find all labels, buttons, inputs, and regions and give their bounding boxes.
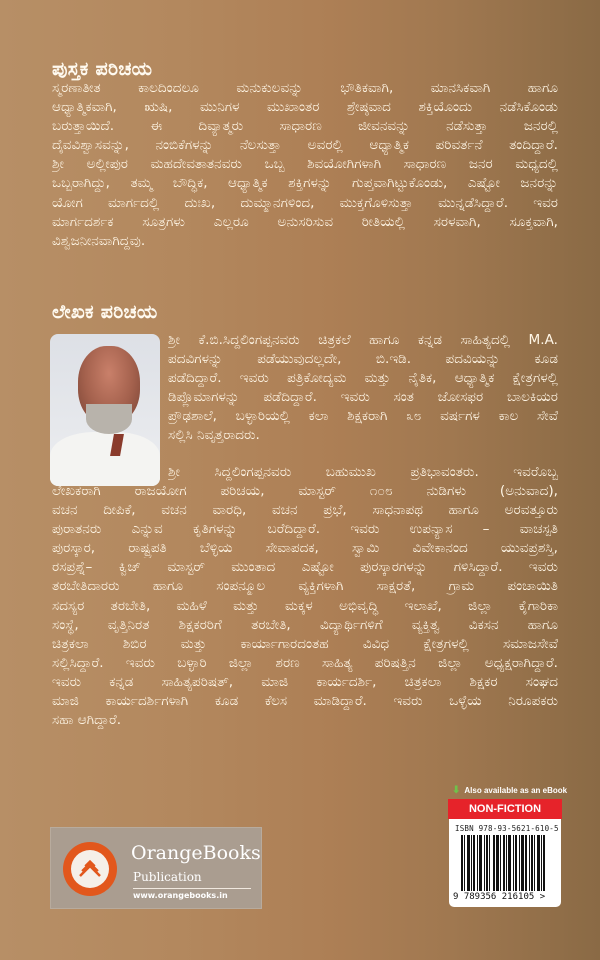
- photo-shirt: [50, 432, 160, 486]
- ebook-availability-note: [452, 785, 567, 796]
- publisher-subtitle: Publication: [133, 870, 202, 884]
- photo-beard: [86, 404, 132, 434]
- book-intro-paragraph: [52, 79, 558, 251]
- text-line: ಪದವಿಗಳನ್ನು ಪಡೆಯುವುದಲ್ಲದೇ, ಬಿ.ಇಡಿ. ಪದವಿಯನ್ನು ಕೂಡ: [168, 351, 558, 368]
- text-line: ಸದಸ್ಯರ ತರಬೇತಿ, ಮಹಿಳೆ ಮತ್ತು ಮಕ್ಕಳ ಅಭಿವೃದ್ಧಿ ಇಲಾಖೆ, ಜಿಲ್ಲಾ ಕೈಗಾರಿಕಾ: [52, 597, 558, 614]
- publisher-url: www.orangebooks.in: [133, 891, 228, 900]
- text-line: ಪ್ರೌಢಶಾಲೆ, ಬಳ್ಳಾರಿಯಲ್ಲಿ ಕಲಾ ಶಿಕ್ಷಕರಾಗಿ ೩೮ ವರ್ಷಗಳ ಕಾಲ ಸೇವೆ: [168, 408, 558, 425]
- text-line: ಶ್ರೀ ಸಿದ್ದಲಿಂಗಪ್ಪನವರು ಬಹುಮುಖ ಪ್ರತಿಭಾವಂತರು. ಇವರೊಬ್ಬ: [168, 464, 558, 480]
- text-line: ಮಾಜಿ ಕಾರ್ಯದರ್ಶಿಗಳಾಗಿ ಕೂಡ ಕೆಲಸ ಮಾಡಿದ್ದಾರೆ. ಇವರು ಒಳ್ಳೆಯ ನಿರೂಪಕರು: [52, 693, 558, 710]
- text-line: ಬರುತ್ತಾಯಿದೆ. ಈ ದಿವ್ಯಾತ್ಮರು ಸಾಧಾರಣ ಜೀವನವನ್ನು ನಡೆಸುತ್ತಾ ಜನರಲ್ಲಿ: [52, 118, 558, 135]
- text-line: ಯೋಗ ಮಾರ್ಗದಲ್ಲಿ ದುಃಖ, ದುಮ್ಮಾನಗಳಿಂದ, ಮುಕ್ತಗೊಳಿಸುತ್ತಾ ಮುನ್ನಡೆಸಿದ್ದಾರೆ. ಇವರ: [52, 194, 558, 211]
- text-line: ಶ್ರೀ ಕೆ.ಬಿ.ಸಿದ್ದಲಿಂಗಪ್ಪನವರು ಚಿತ್ರಕಲೆ ಹಾಗೂ ಕನ್ನಡ ಸಾಹಿತ್ಯದಲ್ಲಿ M.A.: [168, 332, 558, 348]
- open-book-icon: [63, 842, 117, 896]
- text-line: ಸಹಾ ಆಗಿದ್ದಾರೆ.: [52, 712, 122, 729]
- text-line: ಒಬ್ಬರಾಗಿದ್ದು, ತಮ್ಮ ಬೌದ್ಧಿಕ, ಆಧ್ಯಾತ್ಮಿಕ ಶಕ್ತಿಗಳನ್ನು ಗುಪ್ತವಾಗಿಟ್ಟುಕೊಂಡು, ಎಷ್ಟೋ ಜನರನ್ನು: [52, 175, 558, 192]
- author-photo: [50, 334, 160, 486]
- genre-badge: NON-FICTION: [448, 799, 562, 819]
- text-line: ಸಲ್ಲಿಸಿ ನಿವೃತ್ತರಾದರು.: [168, 427, 260, 444]
- text-line: ಆಧ್ಯಾತ್ಮಿಕವಾಗಿ, ಋಷಿ, ಮುನಿಗಳ ಮುಖಾಂತರ ಶ್ರೇಷ್ಠವಾದ ಶಕ್ತಿಯೊಂದು ನಡೆಸಿಕೊಂಡು: [52, 99, 558, 116]
- text-line: ಪುರಾತನರು ಎನ್ನುವ ಕೃತಿಗಳನ್ನು ಬರೆದಿದ್ದಾರೆ. ಇವರು ಉಪನ್ಯಾಸ – ವಾಚಸ್ಪತಿ: [52, 521, 558, 538]
- publisher-name: OrangeBooks: [131, 842, 261, 864]
- text-line: ಚಿತ್ರಕಲಾ ಶಿಬಿರ ಮತ್ತು ಕಾರ್ಯಾಗಾರದಂತಹ ವಿವಿಧ ಕ್ಷೇತ್ರಗಳಲ್ಲಿ ಸಮಾಜಸೇವೆ: [52, 635, 558, 652]
- publisher-logo-block: [50, 827, 262, 909]
- book-intro-heading: ಪುಸ್ತಕ ಪರಿಚಯ: [52, 58, 153, 80]
- text-line: ಪುರಸ್ಕಾರ, ರಾಷ್ಟ್ರಪತಿ ಬೆಳ್ಳಿಯ ಸೇವಾಪದಕ, ಸ್ವಾಮಿ ವಿವೇಕಾನಂದ ಯುವಪ್ರಶಸ್ತಿ,: [52, 540, 558, 557]
- author-intro-heading: ಲೇಖಕ ಪರಿಚಯ: [52, 301, 158, 323]
- author-side-paragraph: [168, 331, 558, 446]
- ebook-note-text: Also available as an eBook: [464, 786, 568, 795]
- publisher-divider: [133, 888, 251, 889]
- isbn-barcode: [449, 819, 561, 907]
- text-line: ದೈವವಿಶ್ವಾಸವನ್ನು, ನಂಬಿಕೆಗಳನ್ನು ನೆಲಸುತ್ತಾ ಅವರಲ್ಲಿ ಆಧ್ಯಾತ್ಮಿಕ ಪರಿವರ್ತನೆ ತಂದಿದ್ದಾರೆ.: [52, 137, 558, 154]
- text-line: ವಚನ ದೀಪಿಕೆ, ವಚನ ವಾರಧಿ, ವಚನ ಪ್ರಭೆ, ಸಾಧನಾಪಥ ಹಾಗೂ ಅರವತ್ತೂರು: [52, 502, 558, 519]
- text-line: ಸಲ್ಲಿಸಿದ್ದಾರೆ. ಇವರು ಬಳ್ಳಾರಿ ಜಿಲ್ಲಾ ಶರಣ ಸಾಹಿತ್ಯ ಪರಿಷತ್ತಿನ ಜಿಲ್ಲಾ ಅಧ್ಯಕ್ಷರಾಗಿದ್ದಾರೆ.: [52, 654, 558, 671]
- text-line: ಸಂಸ್ಥೆ, ವೃತ್ತಿನಿರತ ಶಿಕ್ಷಕರರಿಗೆ ತರಬೇತಿ, ವಿದ್ಯಾರ್ಥಿಗಳಿಗೆ ವ್ಯಕ್ತಿತ್ವ ವಿಕಸನ ಹಾಗೂ: [52, 616, 558, 633]
- text-line: ಇವರು ಕನ್ನಡ ಸಾಹಿತ್ಯಪರಿಷತ್, ಮಾಜಿ ಕಾರ್ಯದರ್ಶಿ, ಚಿತ್ರಕಲಾ ಶಿಕ್ಷಕರ ಸಂಘದ: [52, 673, 558, 690]
- barcode-digits: 9 789356 216105 >: [453, 892, 546, 902]
- text-line: ತರಬೇತಿದಾರರು ಹಾಗೂ ಸಂಪನ್ಮೂಲ ವ್ಯಕ್ತಿಗಳಾಗಿ ಸಾಕ್ಷರತೆ, ಗ್ರಾಮ ಪಂಚಾಯಿತಿ: [52, 578, 558, 595]
- text-line: ಸ್ಮರಣಾತೀತ ಕಾಲದಿಂದಲೂ ಮನುಕುಲವನ್ನು ಭೌತಿಕವಾಗಿ, ಮಾನಸಿಕವಾಗಿ ಹಾಗೂ: [52, 80, 558, 96]
- text-line: ಮಾರ್ಗದರ್ಶಕ ಸೂತ್ರಗಳು ಎಲ್ಲರೂ ಅನುಸರಿಸುವ ರೀತಿಯಲ್ಲಿ ಸರಳವಾಗಿ, ಸೂಕ್ತವಾಗಿ,: [52, 213, 558, 230]
- isbn-label: ISBN 978-93-5621-610-5: [455, 824, 559, 833]
- author-lead-line: [168, 463, 558, 482]
- barcode-bars: [461, 835, 551, 891]
- text-line: ಲೇಖಕರಾಗಿ ರಾಜಯೋಗ ಪರಿಚಯ, ಮಾಸ್ಟರ್ ೧೦೮ ನುಡಿಗಳು (ಅನುವಾದ),: [52, 483, 558, 499]
- text-line: ಡಿಪ್ಲೊಮಾಗಳನ್ನು ಪಡೆದಿದ್ದಾರೆ. ಇವರು ಸಂತ ಜೋಸಫರ ಬಾಲಕಿಯರ: [168, 389, 558, 406]
- author-main-paragraph: [52, 482, 558, 730]
- text-line: ರಸಪ್ರಶ್ನೆ– ಕ್ವಿಜ್ ಮಾಸ್ಟರ್ ಮುಂತಾದ ಎಷ್ಟೋ ಪುರಸ್ಕಾರಗಳನ್ನು ಗಳಿಸಿದ್ದಾರೆ. ಇವರು: [52, 559, 558, 576]
- text-line: ಶ್ರೀ ಅಲ್ಲೀಪುರ ಮಹದೇವತಾತನವರು ಒಬ್ಬ ಶಿವಯೋಗಿಗಳಾಗಿ ಸಾಧಾರಣ ಜನರ ಮಧ್ಯದಲ್ಲಿ: [52, 156, 558, 173]
- download-arrow-icon: ⬇: [452, 785, 461, 796]
- text-line: ಪಡೆದಿದ್ದಾರೆ. ಇವರು ಪತ್ರಿಕೋದ್ಯಮ ಮತ್ತು ನೈತಿಕ, ಆಧ್ಯಾತ್ಮಿಕ ಕ್ಷೇತ್ರಗಳಲ್ಲಿ: [168, 370, 558, 387]
- text-line: ವಿಶ್ವಜನೀನವಾಗಿದ್ದವು.: [52, 232, 146, 249]
